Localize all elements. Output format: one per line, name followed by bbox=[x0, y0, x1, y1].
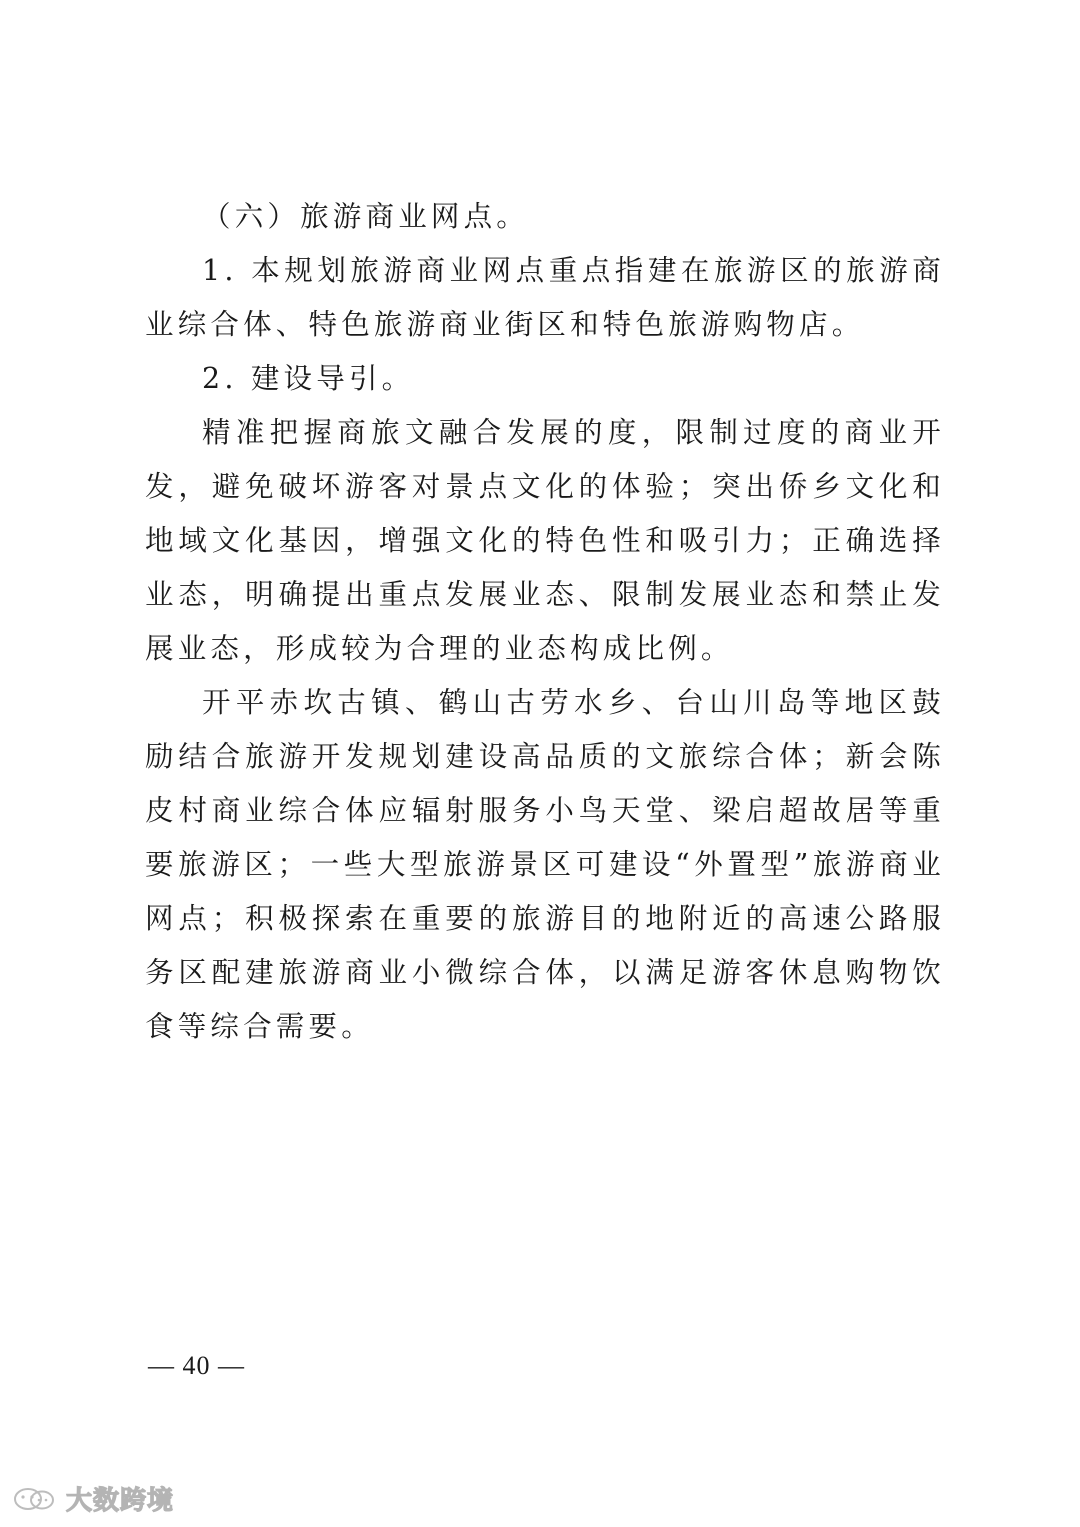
paragraph-3: 精准把握商旅文融合发展的度，限制过度的商业开发，避免破坏游客对景点文化的体验；突出侨乡文化和地域文化基因，增强文化的特色性和吸引力；正确选择业态，明确提出重点发展业态、限制发展业态和禁止发展业态，形成较为合理的业态构成比例。 bbox=[145, 416, 945, 665]
section-heading: （六）旅游商业网点。 bbox=[202, 200, 530, 233]
paragraph-2: 2. 建设导引。 bbox=[202, 362, 415, 395]
watermark bbox=[12, 1480, 174, 1517]
document-body bbox=[145, 190, 945, 1054]
wechat-logo-icon bbox=[12, 1486, 58, 1512]
watermark-text: 大数跨境 bbox=[66, 1486, 175, 1516]
paragraph-1: 1. 本规划旅游商业网点重点指建在旅游区的旅游商业综合体、特色旅游商业街区和特色旅游购物店。 bbox=[145, 254, 945, 341]
page-number: — 40 — bbox=[148, 1351, 245, 1380]
paragraph-4: 开平赤坎古镇、鹤山古劳水乡、台山川岛等地区鼓励结合旅游开发规划建设高品质的文旅综合体；新会陈皮村商业综合体应辐射服务小鸟天堂、梁启超故居等重要旅游区；一些大型旅游景区可建设“外置型”旅游商业网点；积极探索在重要的旅游目的地附近的高速公路服务区配建旅游商业小微综合体，以满足游客休息购物饮食等综合需要。 bbox=[145, 686, 945, 1043]
